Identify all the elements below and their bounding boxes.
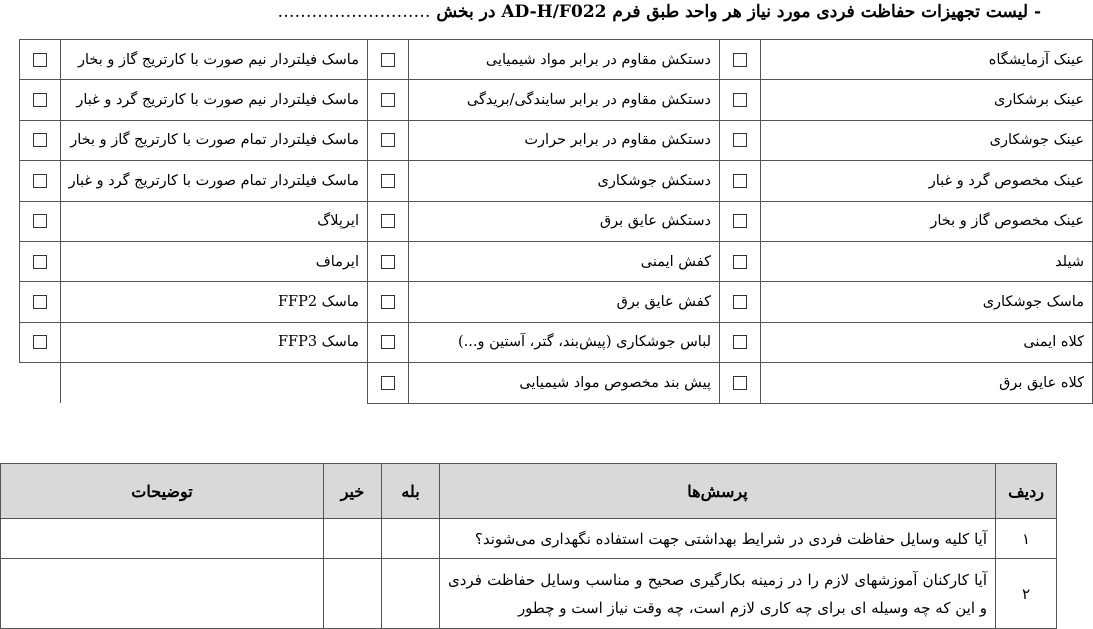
question-text: آیا کارکنان آموزشهای لازم را در زمینه بکارگیری صحیح و مناسب وسایل حفاظت فردی و این که چه وسیله ای برای چه کاری لازم است، چه وقت نیاز است و چطور [440,559,996,629]
equipment-row [20,80,1093,120]
equipment-label: ماسک فیلتردار تمام صورت با کارتریج گرد و غبار [60,161,367,201]
section-title [277,2,1041,22]
equipment-label: دستکش مقاوم در برابر حرارت [409,120,720,160]
equipment-label: دستکش مقاوم در برابر سایندگی/بریدگی [409,80,720,120]
no-cell[interactable] [324,559,382,629]
no-cell[interactable] [324,519,382,559]
equipment-checkbox[interactable] [733,255,747,269]
equipment-label: ماسک فیلتردار نیم صورت با کارتریج گاز و بخار [60,40,367,80]
equipment-label: ماسک جوشکاری [760,282,1093,322]
section-title-text: - لیست تجهیزات حفاظت فردی مورد نیاز هر واحد طبق فرم AD-H/F022 در بخش [436,2,1041,22]
equipment-checkbox[interactable] [381,214,395,228]
equipment-checkbox[interactable] [33,93,47,107]
equipment-checkbox[interactable] [33,255,47,269]
equipment-checkbox[interactable] [733,93,747,107]
equipment-row [20,322,1093,362]
equipment-checkbox[interactable] [733,335,747,349]
equipment-checkbox[interactable] [733,53,747,67]
equipment-label: ماسک FFP3 [60,322,367,362]
equipment-row [20,161,1093,201]
yes-cell[interactable] [382,519,440,559]
equipment-checkbox[interactable] [33,174,47,188]
equipment-label: دستکش عایق برق [409,201,720,241]
equipment-label: ایرپلاگ [60,201,367,241]
equipment-label: عینک آزمایشگاه [760,40,1093,80]
equipment-row [20,241,1093,281]
question-row [1,559,1057,629]
header-yes: بله [382,464,440,519]
equipment-label: ایرماف [60,241,367,281]
equipment-row [20,363,1093,403]
question-text: آیا کلیه وسایل حفاظت فردی در شرایط بهداشتی جهت استفاده نگهداری می‌شوند؟ [440,519,996,559]
header-radif: ردیف [996,464,1057,519]
equipment-checkbox[interactable] [733,295,747,309]
description-cell[interactable] [1,559,324,629]
equipment-label: لباس جوشکاری (پیش‌بند، گتر، آستین و...) [409,322,720,362]
equipment-checkbox[interactable] [33,53,47,67]
equipment-checkbox[interactable] [381,53,395,67]
description-cell[interactable] [1,519,324,559]
equipment-label: ماسک FFP2 [60,282,367,322]
yes-cell[interactable] [382,559,440,629]
question-number: ۱ [996,519,1057,559]
equipment-checkbox[interactable] [381,335,395,349]
equipment-checkbox[interactable] [33,133,47,147]
header-questions: پرسش‌ها [440,464,996,519]
equipment-checkbox[interactable] [33,335,47,349]
equipment-label: کلاه ایمنی [760,322,1093,362]
equipment-label: عینک برشکاری [760,80,1093,120]
equipment-checkbox[interactable] [381,376,395,390]
equipment-label: کلاه عایق برق [760,363,1093,403]
equipment-label: دستکش مقاوم در برابر مواد شیمیایی [409,40,720,80]
equipment-label: عینک مخصوص گاز و بخار [760,201,1093,241]
equipment-label: ماسک فیلتردار نیم صورت با کارتریج گرد و غبار [60,80,367,120]
equipment-checkbox[interactable] [381,93,395,107]
equipment-checkbox[interactable] [381,295,395,309]
questions-table [0,463,1057,629]
equipment-label: کفش ایمنی [409,241,720,281]
equipment-checkbox[interactable] [33,295,47,309]
equipment-row [20,40,1093,80]
equipment-row [20,120,1093,160]
header-no: خیر [324,464,382,519]
questions-header-row [1,464,1057,519]
equipment-checkbox[interactable] [733,376,747,390]
header-description: توضیحات [1,464,324,519]
equipment-label: عینک جوشکاری [760,120,1093,160]
equipment-label: کفش عایق برق [409,282,720,322]
equipment-checkbox[interactable] [381,255,395,269]
equipment-checkbox[interactable] [381,133,395,147]
equipment-label: دستکش جوشکاری [409,161,720,201]
equipment-label: پیش بند مخصوص مواد شیمیایی [409,363,720,403]
equipment-label: شیلد [760,241,1093,281]
equipment-table [19,39,1093,404]
equipment-row [20,282,1093,322]
equipment-checkbox[interactable] [33,214,47,228]
equipment-checkbox[interactable] [733,133,747,147]
equipment-label: عینک مخصوص گرد و غبار [760,161,1093,201]
question-row [1,519,1057,559]
equipment-label: ماسک فیلتردار تمام صورت با کارتریج گاز و بخار [60,120,367,160]
equipment-row [20,201,1093,241]
equipment-checkbox[interactable] [381,174,395,188]
question-number: ۲ [996,559,1057,629]
equipment-checkbox[interactable] [733,174,747,188]
equipment-checkbox[interactable] [733,214,747,228]
section-title-dots: ……………………… [277,2,431,22]
